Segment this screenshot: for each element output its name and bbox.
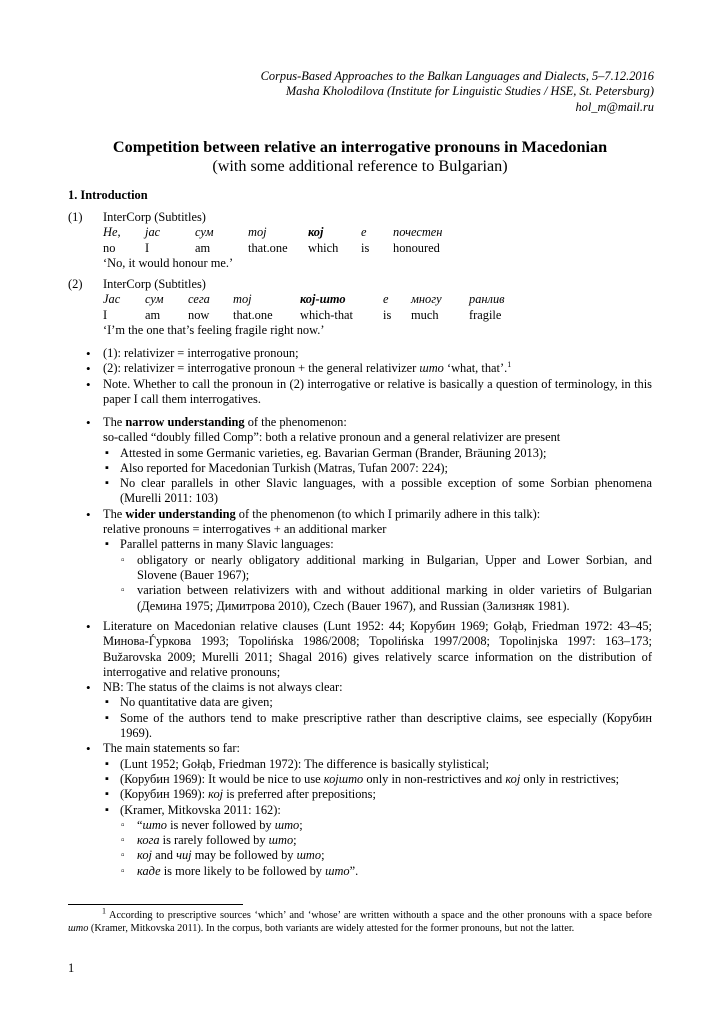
list-item: ▪ (Корубин 1969): кој is preferred after prepositions;	[103, 787, 652, 802]
bullet-list-intro	[86, 346, 652, 407]
section-heading: 1. Introduction	[68, 188, 148, 202]
title-main: Competition between relative an interrogative pronouns in Macedonian	[112, 138, 608, 156]
example-source: InterCorp (Subtitles)	[103, 277, 206, 291]
bullet-list-literature	[86, 619, 652, 879]
example-number: (2)	[68, 277, 83, 291]
example-gloss: no I am that.one which is honoured	[103, 240, 440, 255]
header-conference: Corpus-Based Approaches to the Balkan Languages and Dialects, 5–7.12.2016	[260, 69, 654, 83]
list-item: ▪ No clear parallels in other Slavic languages, with a possible exception of some Sorbian phenomena (Murelli 2011: 103)	[103, 476, 652, 507]
list-item: ▪ Also reported for Macedonian Turkish (Matras, Tufan 2007: 224);	[103, 461, 652, 476]
list-item: ▪ Some of the authors tend to make prescriptive rather than descriptive claims, see especially (Корубин 1969).	[103, 711, 652, 742]
list-item: ▪ No quantitative data are given;	[103, 695, 652, 710]
list-item: • NB: The status of the claims is not always clear:	[86, 680, 652, 695]
footnote-ref[interactable]: 1	[507, 360, 512, 370]
example-translation: ‘I’m the one that’s feeling fragile right now.’	[103, 322, 325, 337]
list-item: • (1): relativizer = interrogative pronoun;	[86, 346, 652, 361]
example-source: InterCorp (Subtitles)	[103, 210, 206, 224]
list-item: • The wider understanding of the phenomenon (to which I primarily adhere in this talk): relative pronouns = interrogatives + an additional marker	[86, 507, 652, 538]
example-number: (1)	[68, 210, 83, 224]
list-item: • The main statements so far:	[86, 741, 652, 756]
footnote: $^1$ According to prescriptive sources ‘which’ and ‘whose’ are written withouth a space and the other pronouns with a space before што (Kramer, Mitkovska 2011). In the corpus, both variants are widely attested for the former pronouns, but not the latter.	[68, 906, 652, 935]
list-item: ▪ (Kramer, Mitkovska 2011: 162):	[103, 803, 652, 818]
example-translation: ‘No, it would honour me.’	[103, 255, 234, 270]
list-item: ▫ кој and чиј may be followed by што;	[120, 848, 652, 863]
list-item: ▪ Attested in some Germanic varieties, eg. Bavarian German (Brander, Bräuning 2013);	[103, 446, 652, 461]
example-gloss: I am now that.one which-that is much fragile	[103, 307, 502, 322]
conference-header	[261, 69, 654, 115]
header-author: Masha Kholodilova (Institute for Linguistic Studies / HSE, St. Petersburg)	[285, 84, 654, 99]
paper-title	[0, 138, 720, 176]
page-number: 1	[68, 961, 75, 975]
list-item: • Note. Whether to call the pronoun in (2) interrogative or relative is basically a question of terminology, in this paper I call them interrogatives.	[86, 377, 652, 408]
list-item: ▫ “што is never followed by што;	[120, 818, 652, 833]
list-item: ▫ кога is rarely followed by што;	[120, 833, 652, 848]
list-item: ▫ каде is more likely to be followed by што”.	[120, 864, 652, 879]
list-item: • Literature on Macedonian relative clauses (Lunt 1952: 44; Корубин 1969; Gołąb, Friedman 1972: 43–45; Минова-Ѓуркова 1993; Topolińska 1986/2008; Topolińska 1997/2008; Topolinjska 1997: 163–173; Bužarovska 2009; Murelli 2011; Shagal 2016) gives relatively scarce information on the distribution of interrogative and relative pronouns;	[86, 619, 652, 680]
list-item: ▪ (Корубин 1969): It would be nice to use којшто only in non-restrictives and кој only in restrictives;	[103, 772, 652, 787]
footnote-number: 1	[102, 906, 106, 916]
list-item: ▫ variation between relativizers with and without additional marking in older varietirs of Bulgarian (Демина 1975; Димитрова 2010), Czech (Bauer 1967), and Russian (Зализняк 1981).	[120, 583, 652, 614]
list-item: • (2): relativizer = interrogative pronoun + the general relativizer што ‘what, that’.$^1$	[86, 361, 652, 376]
list-item: ▪ Parallel patterns in many Slavic languages:	[103, 537, 652, 552]
header-email[interactable]: hol_m@mail.ru	[575, 99, 654, 114]
list-item: ▫ obligatory or nearly obligatory additional marking in Bulgarian, Upper and Lower Sorbian, and Slovene (Bauer 1967);	[120, 553, 652, 584]
list-item: ▪ (Lunt 1952; Gołąb, Friedman 1972): The difference is basically stylistical;	[103, 757, 652, 772]
title-sub: (with some additional reference to Bulgarian)	[212, 157, 508, 175]
footnote-divider	[68, 904, 243, 905]
list-item: • The narrow understanding of the phenomenon: so-called “doubly filled Comp”: both a relative pronoun and a general relativizer are present	[86, 415, 652, 446]
bullet-list-understanding	[86, 415, 652, 614]
example-words: Не, јас сум тој кој е почестен	[103, 225, 443, 240]
example-words: Јас сум сега тој кој-што е многу ранлив	[103, 292, 505, 307]
